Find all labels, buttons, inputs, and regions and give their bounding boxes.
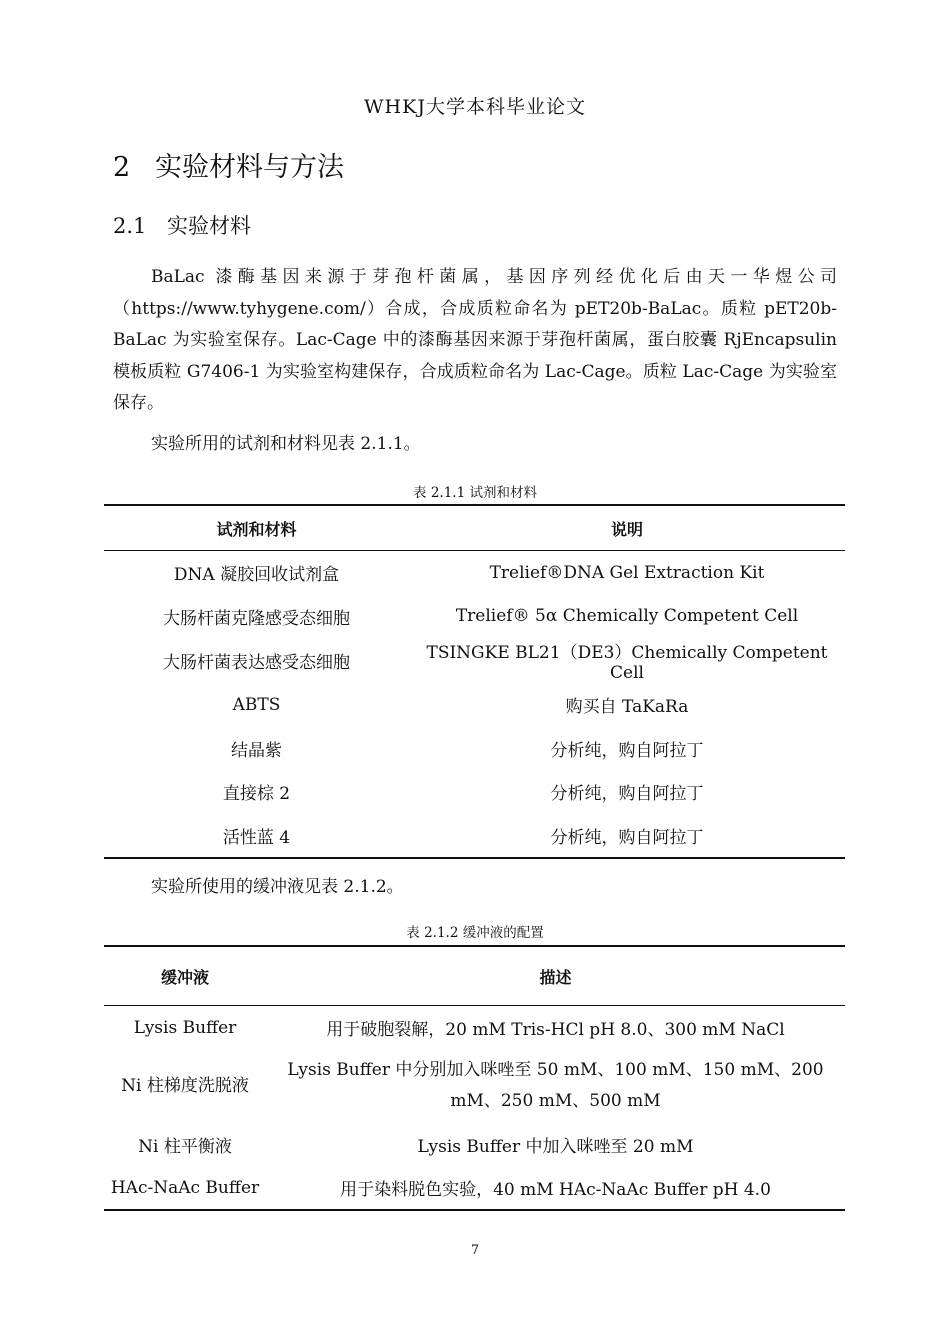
running-header: WHKJ大学本科毕业论文 bbox=[364, 96, 586, 118]
table-cell: DNA 凝胶回收试剂盒 bbox=[173, 565, 340, 586]
table-row bbox=[104, 1123, 845, 1166]
table-cell: 直接棕 2 bbox=[222, 784, 291, 805]
table-cell: ABTS bbox=[232, 694, 281, 715]
reagents-table bbox=[104, 504, 845, 859]
table-cell: 用于染料脱色实验，40 mM HAc-NaAc Buffer pH 4.0 bbox=[340, 1180, 771, 1200]
table-cell: 分析纯，购自阿拉丁 bbox=[550, 740, 704, 761]
subsection-heading bbox=[113, 210, 251, 240]
column-header: 缓冲液 bbox=[160, 967, 209, 987]
table-row bbox=[104, 770, 845, 814]
table-cell: TSINGKE BL21（DE3）Chemically Competent Cell bbox=[426, 643, 828, 683]
table-cell: 大肠杆菌表达感受态细胞 bbox=[163, 653, 350, 673]
table-cell: Ni 柱平衡液 bbox=[138, 1137, 232, 1157]
table-row bbox=[104, 638, 845, 683]
table-row bbox=[104, 727, 845, 771]
table1-caption: 表 2.1.1 试剂和材料 bbox=[413, 485, 537, 501]
table-cell: 大肠杆菌克隆感受态细胞 bbox=[163, 608, 350, 629]
table-row bbox=[104, 1166, 845, 1210]
table-header-row bbox=[104, 505, 845, 551]
section-title: 实验材料与方法 bbox=[155, 152, 344, 183]
paragraph-text: 实验所用的试剂和材料见表 2.1.1。 bbox=[151, 434, 421, 454]
table-cell: Trelief®DNA Gel Extraction Kit bbox=[489, 562, 765, 583]
table-cell: 活性蓝 4 bbox=[222, 827, 291, 848]
section-heading bbox=[113, 145, 344, 184]
table-row bbox=[104, 551, 845, 595]
table-cell: Trelief® 5α Chemically Competent Cell bbox=[455, 606, 799, 627]
subsection-number: 2.1 bbox=[113, 214, 147, 238]
table-row bbox=[104, 595, 845, 639]
paragraph-text: 实验所使用的缓冲液见表 2.1.2。 bbox=[151, 877, 404, 897]
section-number: 2 bbox=[113, 152, 131, 183]
table-row bbox=[104, 1049, 845, 1123]
page-number: 7 bbox=[470, 1243, 480, 1258]
table-cell: Lysis Buffer bbox=[133, 1017, 237, 1038]
table-cell: Lysis Buffer 中加入咪唑至 20 mM bbox=[417, 1137, 694, 1157]
column-header: 试剂和材料 bbox=[216, 519, 297, 539]
table-cell: Ni 柱梯度洗脱液 bbox=[121, 1075, 249, 1096]
subsection-title: 实验材料 bbox=[167, 214, 251, 238]
buffers-table bbox=[104, 945, 845, 1211]
table-cell: 购买自 TaKaRa bbox=[565, 697, 689, 718]
table-cell: 分析纯，购自阿拉丁 bbox=[550, 827, 704, 848]
body-paragraph-1 bbox=[113, 262, 837, 420]
table-header-row bbox=[104, 946, 845, 1006]
table-cell: HAc-NaAc Buffer bbox=[110, 1177, 260, 1198]
table-cell: 结晶紫 bbox=[231, 740, 282, 761]
table2-caption: 表 2.1.2 缓冲液的配置 bbox=[406, 925, 544, 941]
body-paragraph-3 bbox=[113, 872, 837, 904]
table-cell: 分析纯，购自阿拉丁 bbox=[550, 784, 704, 805]
column-header: 描述 bbox=[539, 967, 572, 987]
body-paragraph-2 bbox=[113, 429, 837, 461]
table-cell: 用于破胞裂解，20 mM Tris-HCl pH 8.0、300 mM NaCl bbox=[326, 1020, 785, 1040]
table-row bbox=[104, 683, 845, 727]
table-cell: Lysis Buffer 中分别加入咪唑至 50 mM、100 mM、150 mM、200 mM、250 mM、500 mM bbox=[287, 1060, 824, 1111]
column-header: 说明 bbox=[610, 519, 643, 539]
table-row bbox=[104, 1006, 845, 1050]
table-row bbox=[104, 814, 845, 859]
paragraph-text: BaLac 漆酶基因来源于芽孢杆菌属，基因序列经优化后由天一华煜公司（https://www.tyhygene.com/）合成，合成质粒命名为 pET20b-BaLac。质粒 pET20b-BaLac 为实验室保存。Lac-Cage 中的漆酶基因来源于芽孢杆菌属，蛋白胶囊 RjEncapsulin 模板质粒 G7406-1 为实验室构建保存，合成质粒命名为 Lac-Cage。质粒 Lac-Cage 为实验室保存。 bbox=[113, 267, 837, 413]
